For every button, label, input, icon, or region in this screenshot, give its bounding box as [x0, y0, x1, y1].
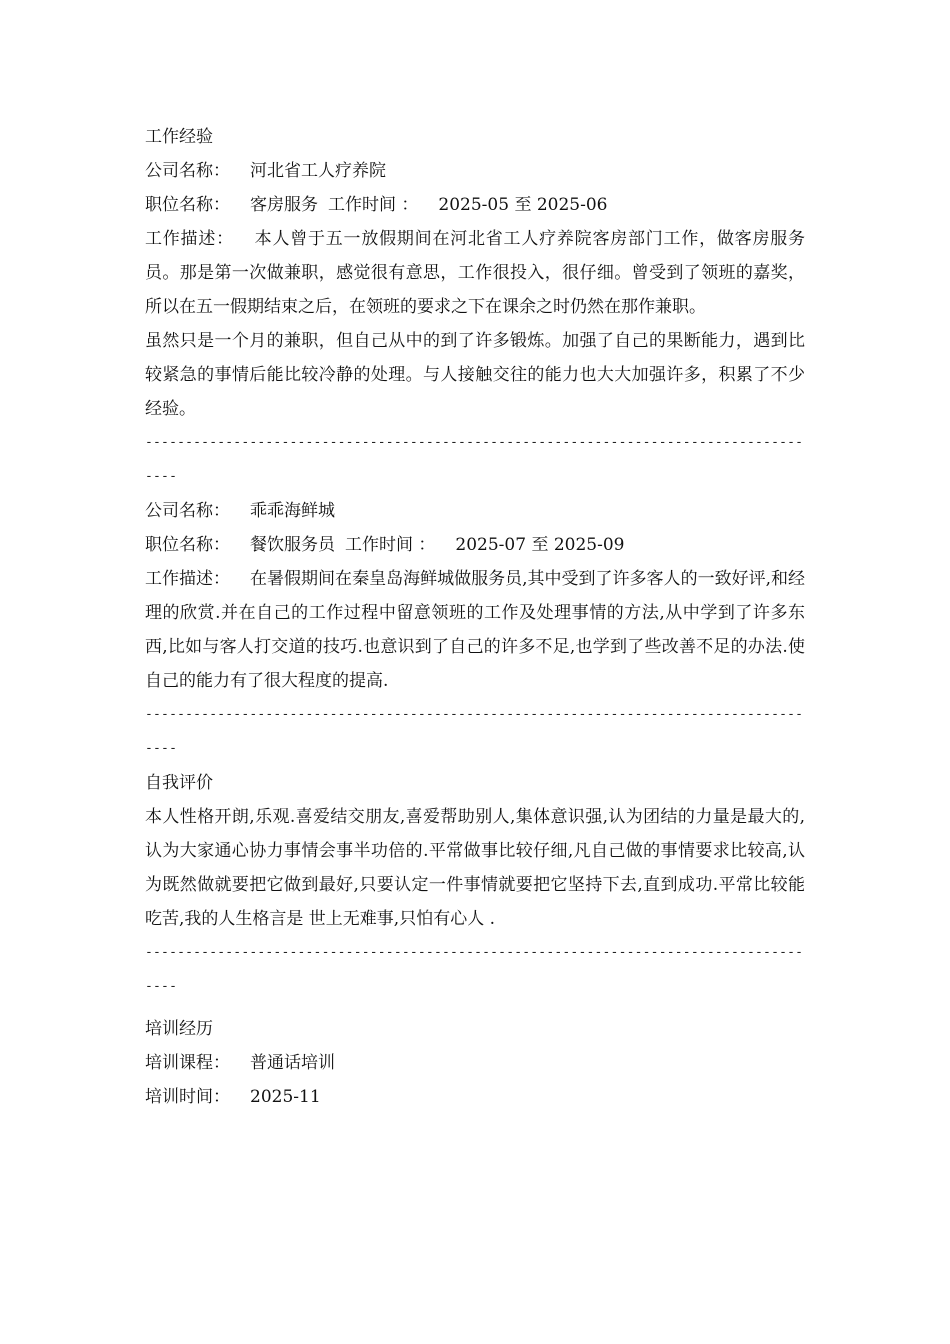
company-label: 公司名称： [145, 161, 230, 181]
job-1-extra: 虽然只是一个月的兼职，但自己从中的到了许多锻炼。加强了自己的果断能力，遇到比较紧急的事情后能比较冷静的处理。与人接触交往的能力也大大加强许多，积累了不少经验。 [145, 331, 805, 419]
job-1-company-row [145, 154, 805, 188]
training-time-row [145, 1080, 805, 1114]
time-value: 2025-05 至 2025-06 [438, 195, 608, 215]
work-experience-heading: 工作经验 [145, 127, 213, 147]
training-time-value: 2025-11 [250, 1087, 321, 1107]
resume-content [145, 120, 805, 1114]
training-heading: 培训经历 [145, 1019, 213, 1039]
time-label: 工作时间 ： [345, 535, 436, 555]
position-name: 餐饮服务员 [250, 535, 335, 555]
company-name: 河北省工人疗养院 [250, 161, 386, 181]
separator-line: -------------------------------------------------------------------------------------- [145, 945, 804, 994]
job-2-position-row [145, 528, 805, 562]
job-1-position-row [145, 188, 805, 222]
position-label: 职位名称： [145, 535, 230, 555]
time-value: 2025-07 至 2025-09 [455, 535, 625, 555]
company-label: 公司名称： [145, 501, 230, 521]
company-name: 乖乖海鲜城 [250, 501, 335, 521]
training-time-label: 培训时间： [145, 1087, 230, 1107]
desc-label: 工作描述： [145, 229, 234, 249]
desc-text: 本人曾于五一放假期间在河北省工人疗养院客房部门工作，做客房服务员。那是第一次做兼职，感觉很有意思，工作很投入，很仔细。曾受到了领班的嘉奖，所以在五一假期结束之后，在领班的要求之下在课余之时仍然在那作兼职。 [145, 229, 806, 317]
desc-label: 工作描述： [145, 569, 231, 589]
job-2-company-row [145, 494, 805, 528]
separator-line: -------------------------------------------------------------------------------------- [145, 707, 804, 756]
job-1-description [145, 222, 805, 324]
course-label: 培训课程： [145, 1053, 230, 1073]
desc-text: 在暑假期间在秦皇岛海鲜城做服务员,其中受到了许多客人的一致好评,和经理的欣赏.并在自己的工作过程中留意领班的工作及处理事情的方法,从中学到了许多东西,比如与客人打交道的技巧.也意识到了自己的许多不足,也学到了些改善不足的办法.使自己的能力有了很大程度的提高. [145, 569, 806, 691]
course-name: 普通话培训 [250, 1053, 335, 1073]
separator-line: -------------------------------------------------------------------------------------- [145, 435, 804, 484]
time-label: 工作时间 ： [328, 195, 419, 215]
self-evaluation-heading: 自我评价 [145, 773, 213, 793]
job-2-description [145, 562, 805, 698]
position-label: 职位名称： [145, 195, 230, 215]
training-course-row [145, 1046, 805, 1080]
self-evaluation-text: 本人性格开朗,乐观.喜爱结交朋友,喜爱帮助别人,集体意识强,认为团结的力量是最大的,认为大家通心协力事情会事半功倍的.平常做事比较仔细,凡自己做的事情要求比较高,认为既然做就要把它做到最好,只要认定一件事情就要把它坚持下去,直到成功.平常比较能吃苦,我的人生格言是 世上无难事,只怕有心人 . [145, 807, 805, 929]
position-name: 客房服务 [250, 195, 318, 215]
